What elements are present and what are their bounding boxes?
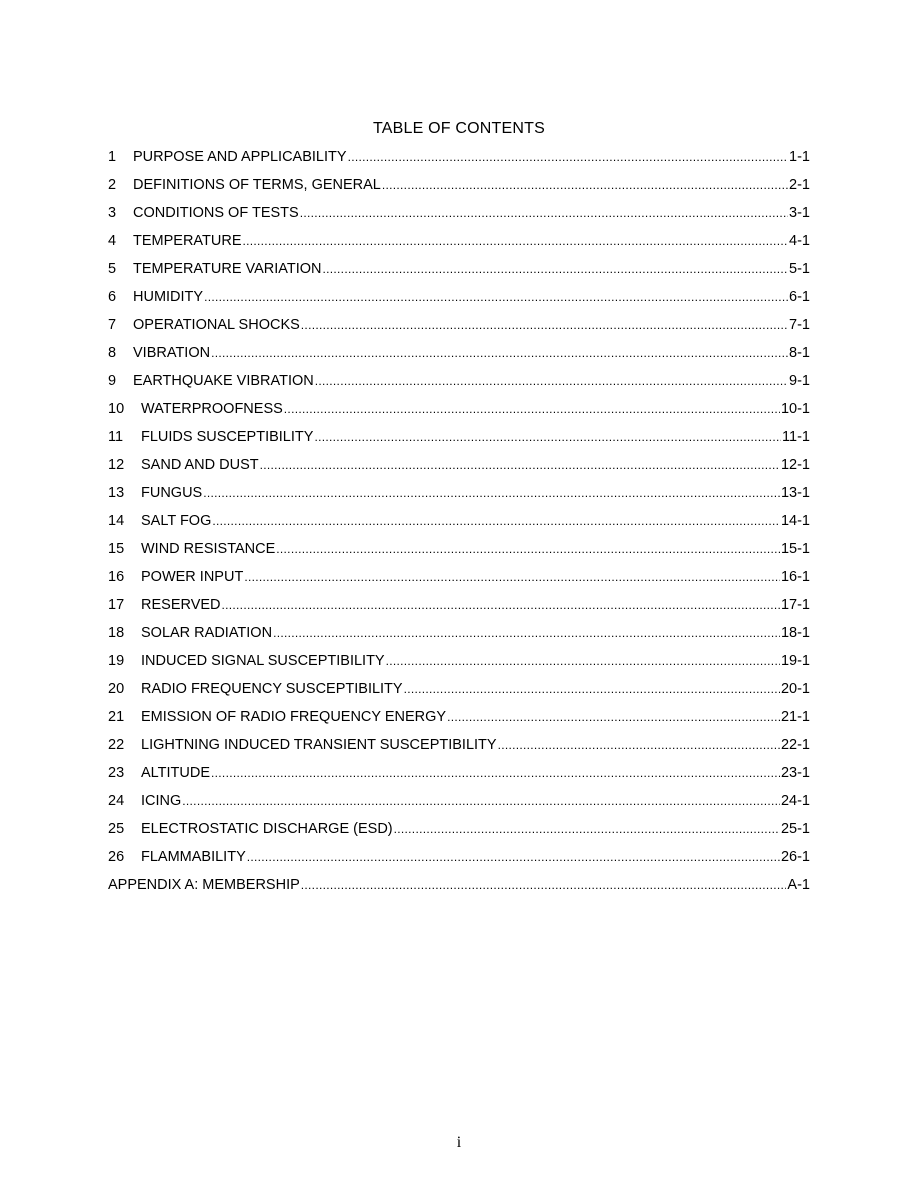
toc-entry-label: PURPOSE AND APPLICABILITY [133,149,347,165]
toc-entry-number: 15 [108,541,125,557]
toc-leader-dots [222,594,780,616]
toc-leader-dots [212,510,780,532]
toc-entry[interactable] [108,846,810,874]
toc-entry-page: 4-1 [789,233,810,249]
toc-entry-number: 14 [108,513,125,529]
toc-entry-page: 3-1 [789,205,810,221]
toc-entry-label: RADIO FREQUENCY SUSCEPTIBILITY [141,681,403,697]
toc-leader-dots [348,146,788,168]
toc-entry-number: 9 [108,373,117,389]
toc-leader-dots [243,230,789,252]
toc-entry-page: 24-1 [780,793,810,809]
toc-leader-dots [323,258,789,280]
toc-entry-number: 23 [108,765,125,781]
toc-entry-label: TEMPERATURE [133,233,242,249]
toc-entry[interactable] [108,146,810,174]
toc-leader-dots [386,650,780,672]
toc-entry-number: 19 [108,653,125,669]
toc-entry-number: 6 [108,289,117,305]
toc-entry-label: EARTHQUAKE VIBRATION [133,373,314,389]
toc-entry-label: RESERVED [141,597,221,613]
toc-entry-page: 6-1 [789,289,810,305]
toc-entry-label: INDUCED SIGNAL SUSCEPTIBILITY [141,653,385,669]
toc-entry[interactable] [108,398,810,426]
toc-entry-page: 16-1 [780,569,810,585]
toc-entry[interactable] [108,286,810,314]
toc-entry[interactable] [108,790,810,818]
toc-entry-label: POWER INPUT [141,569,244,585]
toc-leader-dots [404,678,780,700]
toc-entry-page: 8-1 [789,345,810,361]
toc-entry-number: 24 [108,793,125,809]
toc-entry[interactable] [108,426,810,454]
toc-entry-page: 20-1 [780,681,810,697]
toc-entry-label: FLUIDS SUSCEPTIBILITY [141,429,314,445]
toc-leader-dots [314,426,781,448]
toc-list [108,146,810,902]
toc-leader-dots [203,482,780,504]
toc-entry-number: 16 [108,569,125,585]
toc-entry-page: A-1 [787,877,810,893]
toc-entry-number: 2 [108,177,117,193]
toc-entry-page: 9-1 [789,373,810,389]
toc-entry-label: DEFINITIONS OF TERMS, GENERAL [133,177,381,193]
toc-entry-number: 12 [108,457,125,473]
toc-entry-label: ALTITUDE [141,765,211,781]
toc-entry-number: 20 [108,681,125,697]
toc-entry-label: ICING [141,793,182,809]
toc-leader-dots [204,286,788,308]
toc-leader-dots [273,622,780,644]
toc-entry-page: 21-1 [780,709,810,725]
toc-entry-number: 18 [108,625,125,641]
toc-entry[interactable] [108,678,810,706]
toc-entry-page: 19-1 [780,653,810,669]
toc-entry-label: OPERATIONAL SHOCKS [133,317,300,333]
toc-entry-page: 25-1 [780,821,810,837]
toc-entry[interactable] [108,454,810,482]
toc-entry[interactable] [108,650,810,678]
toc-entry-label: APPENDIX A: MEMBERSHIP [108,877,300,893]
toc-entry[interactable] [108,538,810,566]
toc-entry-label: LIGHTNING INDUCED TRANSIENT SUSCEPTIBILITY [141,737,497,753]
toc-entry[interactable] [108,230,810,258]
toc-entry-label: FUNGUS [141,485,203,501]
toc-entry[interactable] [108,174,810,202]
toc-entry-page: 11-1 [782,429,810,445]
toc-entry-number: 26 [108,849,125,865]
toc-entry-page: 7-1 [789,317,810,333]
toc-leader-dots [284,398,780,420]
toc-entry-number: 4 [108,233,117,249]
toc-entry-page: 12-1 [780,457,810,473]
toc-leader-dots [498,734,780,756]
toc-entry-number: 3 [108,205,117,221]
page-number: i [456,1134,462,1151]
toc-leader-dots [276,538,780,560]
toc-leader-dots [382,174,788,196]
toc-entry-label: FLAMMABILITY [141,849,246,865]
toc-leader-dots [244,566,780,588]
toc-entry-label: WATERPROOFNESS [141,401,283,417]
toc-leader-dots [301,874,787,896]
toc-entry[interactable] [108,594,810,622]
toc-entry-number: 8 [108,345,117,361]
toc-entry-number: 1 [108,149,117,165]
toc-leader-dots [447,706,780,728]
toc-leader-dots [211,762,780,784]
toc-entry-number: 7 [108,317,117,333]
toc-entry[interactable] [108,370,810,398]
toc-entry[interactable] [108,342,810,370]
toc-entry-page: 26-1 [780,849,810,865]
toc-entry-label: CONDITIONS OF TESTS [133,205,299,221]
toc-entry-page: 22-1 [780,737,810,753]
toc-entry-label: HUMIDITY [133,289,204,305]
toc-entry-label: SOLAR RADIATION [141,625,273,641]
toc-entry-number: 25 [108,821,125,837]
toc-entry[interactable] [108,706,810,734]
toc-entry-label: EMISSION OF RADIO FREQUENCY ENERGY [141,709,447,725]
toc-entry-page: 10-1 [780,401,810,417]
toc-entry-page: 1-1 [789,149,810,165]
toc-entry-number: 13 [108,485,125,501]
toc-title: TABLE OF CONTENTS [372,120,545,137]
toc-leader-dots [260,454,780,476]
toc-entry-page: 13-1 [780,485,810,501]
toc-entry-page: 18-1 [780,625,810,641]
toc-entry[interactable] [108,258,810,286]
toc-entry[interactable] [108,622,810,650]
toc-entry[interactable] [108,482,810,510]
toc-entry[interactable] [108,818,810,846]
toc-entry-page: 5-1 [789,261,810,277]
toc-entry-label: SAND AND DUST [141,457,259,473]
toc-entry-label: TEMPERATURE VARIATION [133,261,322,277]
toc-entry-page: 14-1 [780,513,810,529]
toc-entry[interactable] [108,762,810,790]
toc-leader-dots [247,846,780,868]
toc-entry-label: WIND RESISTANCE [141,541,276,557]
toc-entry[interactable] [108,734,810,762]
toc-entry[interactable] [108,566,810,594]
toc-entry-number: 5 [108,261,117,277]
toc-entry-number: 22 [108,737,125,753]
toc-entry-number: 17 [108,597,125,613]
toc-leader-dots [315,370,788,392]
toc-entry-label: VIBRATION [133,345,211,361]
toc-entry-page: 2-1 [789,177,810,193]
toc-leader-dots [394,818,780,840]
toc-entry-page: 17-1 [780,597,810,613]
toc-leader-dots [300,202,788,224]
toc-entry-label: ELECTROSTATIC DISCHARGE (ESD) [141,821,393,837]
toc-entry[interactable] [108,510,810,538]
toc-entry-number: 11 [108,429,124,445]
toc-entry-page: 15-1 [780,541,810,557]
toc-entry-number: 10 [108,401,125,417]
toc-entry-number: 21 [108,709,125,725]
toc-leader-dots [211,342,788,364]
toc-entry-appendix[interactable] [108,874,810,902]
toc-leader-dots [301,314,788,336]
toc-leader-dots [182,790,780,812]
toc-entry-label: SALT FOG [141,513,212,529]
toc-entry-page: 23-1 [780,765,810,781]
toc-entry[interactable] [108,314,810,342]
toc-entry[interactable] [108,202,810,230]
